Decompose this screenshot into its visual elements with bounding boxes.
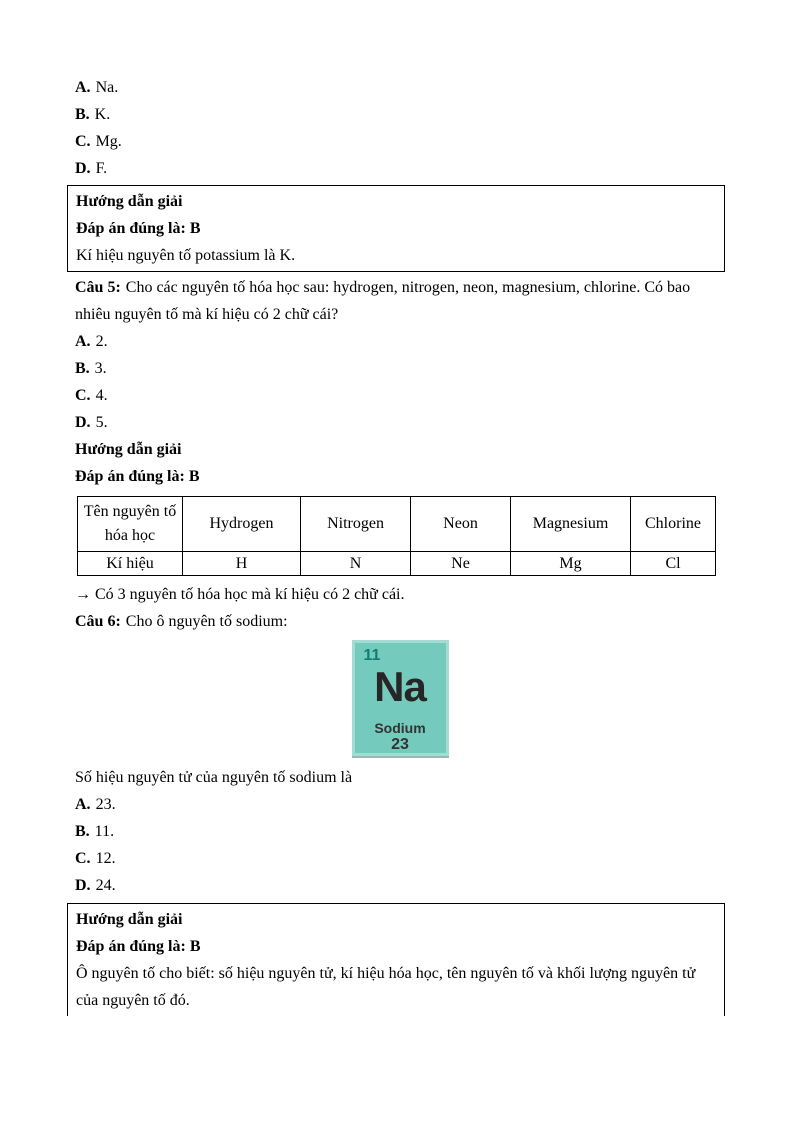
table-header-cell: Tên nguyên tố hóa học (78, 497, 183, 552)
option-row-q6-c (75, 845, 725, 872)
question-label: Câu 5: (75, 279, 121, 296)
solution-answer: Đáp án đúng là: B (76, 220, 201, 237)
solution-box-q4 (67, 185, 725, 272)
table-cell: H (183, 552, 301, 576)
table-cell: Ne (411, 552, 511, 576)
element-card-sodium (352, 640, 449, 756)
table-row-names (78, 497, 716, 552)
solution-answer: Đáp án đúng là: B (76, 938, 201, 955)
option-row-q4-a (75, 74, 725, 101)
table-cell: Chlorine (631, 497, 716, 552)
option-row-q5-b (75, 355, 725, 382)
prompt-text: Số hiệu nguyên tử của nguyên tố sodium là (75, 769, 353, 786)
option-letter: B. (75, 823, 90, 840)
solution-answer-q5: Đáp án đúng là: B (75, 468, 200, 485)
option-text: K. (94, 106, 111, 123)
table-cell: N (301, 552, 411, 576)
option-row-q5-d (75, 409, 725, 436)
option-letter: C. (75, 133, 91, 150)
option-letter: A. (75, 79, 91, 96)
option-text: Na. (95, 79, 119, 96)
option-letter: C. (75, 850, 91, 867)
option-letter: D. (75, 877, 91, 894)
atomic-mass: 23 (391, 736, 409, 753)
option-text: 24. (95, 877, 116, 894)
option-letter: D. (75, 414, 91, 431)
table-cell: Neon (411, 497, 511, 552)
solution-title: Hướng dẫn giải (76, 911, 183, 928)
table-header-cell: Kí hiệu (78, 552, 183, 576)
right-arrow-icon: → (75, 586, 91, 603)
option-row-q4-c (75, 128, 725, 155)
solution-explanation: Ô nguyên tố cho biết: số hiệu nguyên tử, kí hiệu hóa học, tên nguyên tố và khối lượng nguyên tử của nguyên tố đó. (76, 965, 696, 1009)
table-cell: Hydrogen (183, 497, 301, 552)
table-cell: Nitrogen (301, 497, 411, 552)
option-letter: B. (75, 360, 90, 377)
table-cell: Mg (511, 552, 631, 576)
question-6 (75, 608, 725, 635)
conclusion-line (75, 581, 725, 608)
option-text: 4. (95, 387, 108, 404)
conclusion-text: Có 3 nguyên tố hóa học mà kí hiệu có 2 chữ cái. (95, 586, 405, 603)
solution-title-q5: Hướng dẫn giải (75, 441, 182, 458)
solution-box-q6 (67, 903, 725, 1016)
question-text: Cho ô nguyên tố sodium: (125, 613, 288, 630)
option-row-q4-d (75, 155, 725, 182)
option-text: 5. (95, 414, 108, 431)
solution-explanation: Kí hiệu nguyên tố potassium là K. (76, 247, 296, 264)
table-cell: Cl (631, 552, 716, 576)
question-label: Câu 6: (75, 613, 121, 630)
element-card-wrapper (75, 640, 725, 756)
option-text: 11. (94, 823, 115, 840)
option-row-q5-c (75, 382, 725, 409)
option-text: 3. (94, 360, 107, 377)
table-row-symbols (78, 552, 716, 576)
element-name: Sodium (374, 720, 426, 736)
question-text: Cho các nguyên tố hóa học sau: hydrogen, nitrogen, neon, magnesium, chlorine. Có bao nhiêu nguyên tố mà kí hiệu có 2 chữ cái? (75, 279, 691, 323)
option-text: Mg. (95, 133, 122, 150)
option-text: 12. (95, 850, 116, 867)
option-text: 2. (95, 333, 108, 350)
question-5 (75, 274, 725, 328)
option-row-q6-b (75, 818, 725, 845)
atomic-number: 11 (363, 647, 381, 664)
element-symbol: Na (374, 663, 426, 710)
option-letter: D. (75, 160, 91, 177)
option-row-q6-a (75, 791, 725, 818)
option-row-q5-a (75, 328, 725, 355)
elements-table (77, 496, 716, 576)
solution-title: Hướng dẫn giải (76, 193, 183, 210)
option-text: 23. (95, 796, 116, 813)
option-row-q6-d (75, 872, 725, 899)
option-letter: A. (75, 796, 91, 813)
option-text: F. (95, 160, 108, 177)
option-row-q4-b (75, 101, 725, 128)
table-cell: Magnesium (511, 497, 631, 552)
option-letter: B. (75, 106, 90, 123)
option-letter: A. (75, 333, 91, 350)
option-letter: C. (75, 387, 91, 404)
